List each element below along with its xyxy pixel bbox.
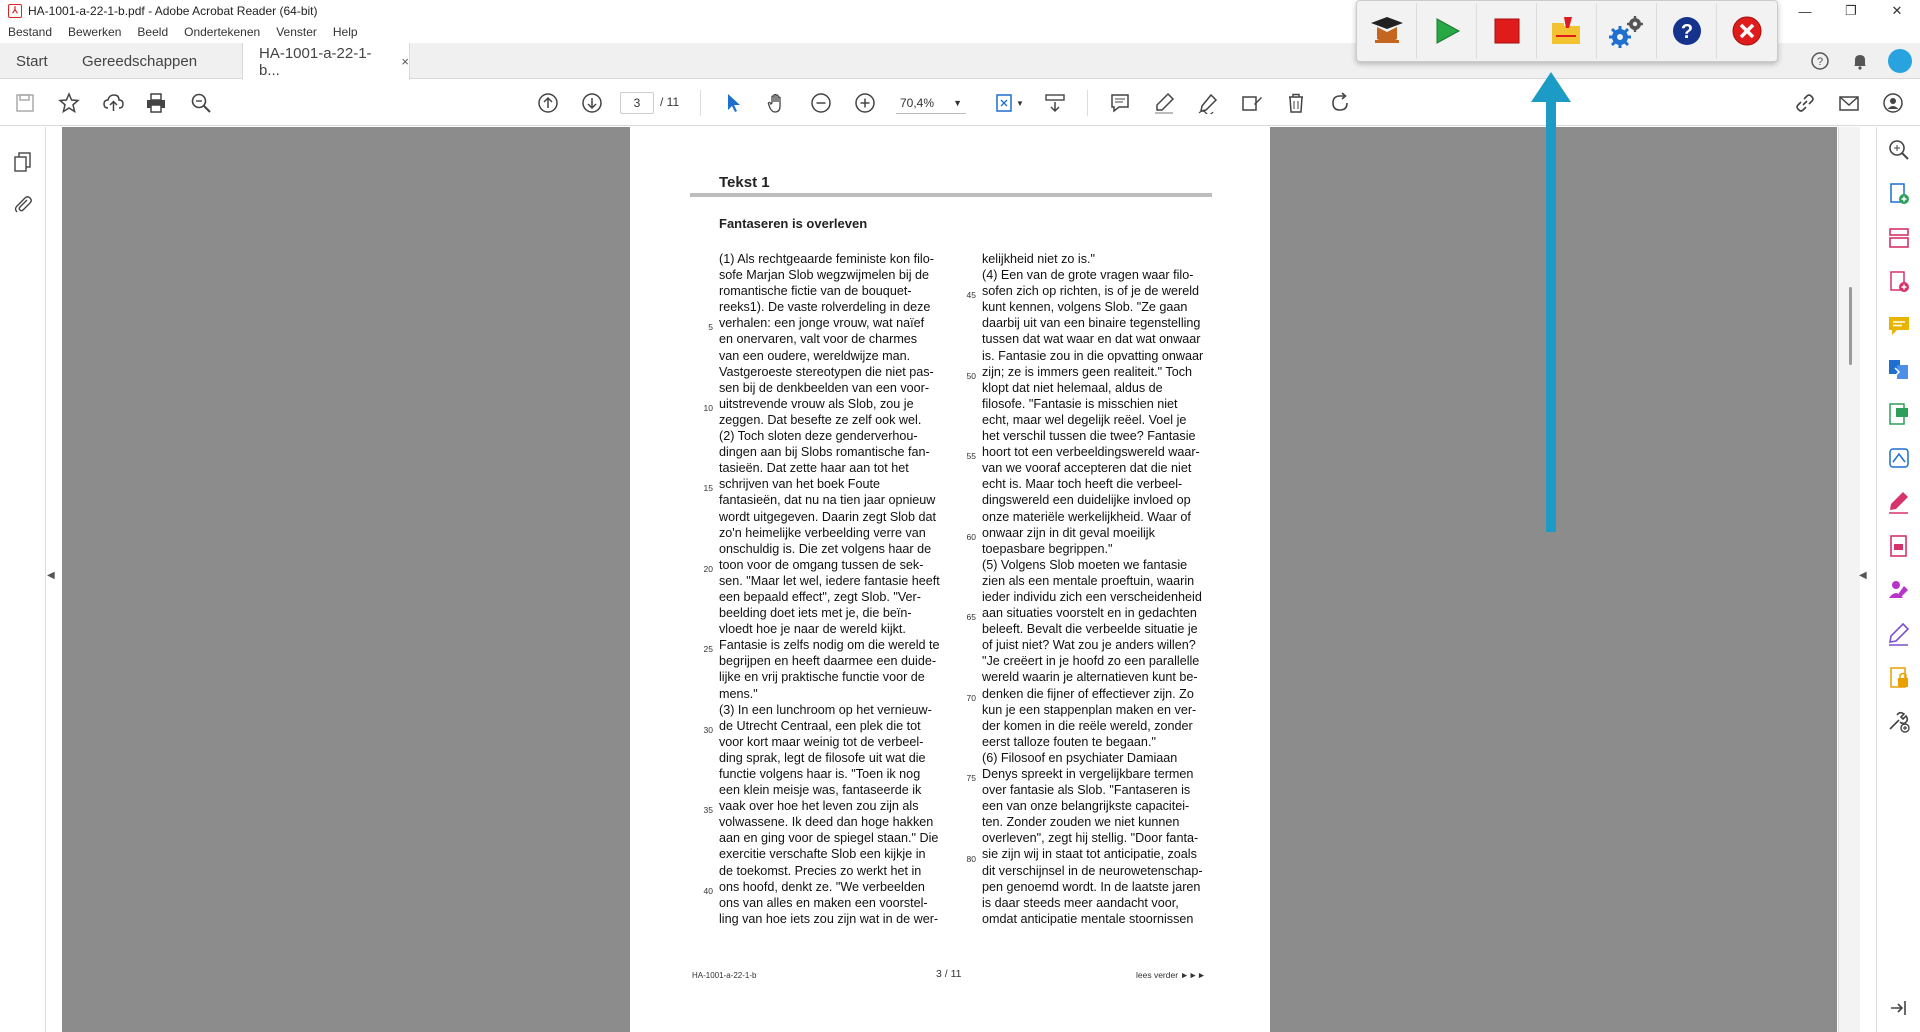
combine-files-icon[interactable]: [1886, 357, 1912, 383]
minimize-button[interactable]: —: [1798, 3, 1812, 19]
svg-text:?: ?: [1816, 56, 1824, 68]
text-line: verhalen: een jonge vrouw, wat naïef: [719, 316, 925, 331]
text-line: sie zijn wij in staat tot anticipatie, zoals: [982, 847, 1197, 862]
stop-icon[interactable]: [1477, 3, 1537, 59]
line-number: 35: [703, 805, 713, 816]
text-line: ten. Zonder zouden we niet kunnen: [982, 815, 1180, 830]
left-panel-collapse-icon[interactable]: ◀: [47, 570, 55, 581]
add-user-icon[interactable]: [1878, 89, 1908, 117]
comment-icon[interactable]: [1105, 89, 1135, 117]
text-line: (3) In een lunchroom op het vernieuw-: [719, 702, 932, 717]
text-line: omdat anticipatie mentale stoornissen: [982, 911, 1194, 926]
help-circle-icon[interactable]: [1800, 51, 1840, 71]
text-line: schrijven van het boek Foute: [719, 477, 881, 492]
request-signature-icon[interactable]: [1886, 577, 1912, 603]
toolbar-divider: [700, 90, 701, 116]
certificates-icon[interactable]: [1886, 621, 1912, 647]
page-thumbnails-icon[interactable]: [10, 149, 36, 175]
text-line: het verschil tussen die twee? Fantasie: [982, 429, 1196, 444]
text-line: toon voor de omgang tussen de sek-: [719, 557, 924, 572]
text-line: aan en ging voor de spiegel staan." Die: [719, 831, 939, 846]
page-total: / 11: [660, 95, 680, 109]
select-cursor-icon[interactable]: [719, 89, 749, 117]
line-number: 30: [703, 724, 713, 735]
text-line: over fantasie als Slob. "Fantaseren is: [982, 783, 1191, 798]
search-zoom-icon[interactable]: [186, 89, 216, 117]
collapse-rail-icon[interactable]: [1886, 995, 1912, 1021]
section-title: Tekst 1: [719, 174, 770, 191]
text-line: beleeft. Bevalt die verbeelde situatie je: [982, 622, 1198, 637]
comment-tool-icon[interactable]: [1886, 313, 1912, 339]
text-line: (4) Een van de grote vragen waar filo-: [982, 268, 1194, 283]
text-line: een klein meisje was, fantaseerde ik: [719, 783, 922, 798]
text-line: ons van alles en maken een voorstel-: [719, 895, 928, 910]
settings-gears-icon[interactable]: [1597, 3, 1657, 59]
text-line: voor kort maar weinig tot de verbeel-: [719, 734, 924, 749]
trash-icon[interactable]: [1281, 89, 1311, 117]
text-line: volwassene. Ik deed dan hoge hakken: [719, 815, 934, 830]
document-tool-icon[interactable]: [1886, 533, 1912, 559]
text-line: is. Fantasie zou in die opvatting onwaar: [982, 348, 1204, 363]
tab-tools[interactable]: [82, 43, 197, 79]
window-title: HA-1001-a-22-1-b.pdf - Adobe Acrobat Reader (64-bit): [28, 4, 318, 18]
reader-icon[interactable]: [1357, 3, 1417, 59]
line-number: 75: [966, 773, 976, 784]
protect-pdf-icon[interactable]: [1886, 665, 1912, 691]
line-number: 70: [966, 692, 976, 703]
chevron-down-icon: ▼: [953, 97, 962, 108]
text-line: Denys spreekt in vergelijkbare termen: [982, 767, 1194, 781]
previous-page-icon[interactable]: [533, 89, 563, 117]
text-line: mens.": [719, 686, 758, 701]
tab-bar-right: [1800, 43, 1920, 79]
toolbar-divider: [1087, 90, 1088, 116]
text-line: "Je creëert in je hoofd zo een parallelle: [982, 654, 1200, 669]
footer-page-number: 3 / 11: [936, 968, 962, 980]
organize-pages-icon[interactable]: [1886, 225, 1912, 251]
menu-ondertekenen[interactable]: Ondertekenen: [184, 25, 261, 39]
text-line: sen. "Maar let wel, iedere fantasie heeft: [719, 573, 940, 588]
text-line: (1) Als rechtgeaarde feministe kon filo-: [719, 252, 934, 266]
text-line: Fantasie is zelfs nodig om die wereld te: [719, 638, 940, 653]
text-line: van we vooraf accepteren dat die niet: [982, 461, 1192, 476]
hand-tool-icon[interactable]: [762, 89, 792, 117]
text-line: een van onze belangrijkste capacitei-: [982, 799, 1190, 814]
text-line: tussen dat wat waar en dat wat onwaar: [982, 332, 1201, 347]
text-line: tasieën. Dat zette haar aan tot het: [719, 461, 909, 476]
text-line: eerst talloze fouten te begaan.": [982, 734, 1156, 749]
reading-assistant-toolbar: [1356, 0, 1778, 62]
text-line: (6) Filosoof en psychiater Damiaan: [982, 750, 1178, 765]
text-line: aan situaties voorstelt en in gedachten: [982, 606, 1197, 621]
zoom-in-icon[interactable]: [850, 89, 880, 117]
text-line: uitstrevende vrouw als Slob, zou je: [719, 396, 914, 411]
text-line: toepasbare begrippen.": [982, 541, 1113, 556]
zoom-out-icon[interactable]: [806, 89, 836, 117]
svg-text:?: ?: [1680, 21, 1693, 43]
article-subtitle: Fantaseren is overleven: [719, 216, 868, 231]
tab-tools-label: Gereedschappen: [82, 52, 198, 70]
text-line: romantische fictie van de bouquet-: [719, 284, 912, 299]
line-number: 15: [703, 483, 713, 494]
left-navigation-rail: [0, 127, 46, 1032]
close-window-button[interactable]: ✕: [1891, 3, 1903, 18]
annotation-arrow-shaft: [1546, 100, 1556, 532]
create-pdf-icon[interactable]: [1886, 181, 1912, 207]
text-line: de toekomst. Precies zo werkt het in: [719, 863, 922, 878]
highlighter-folder-icon[interactable]: [1537, 3, 1597, 59]
text-line: Vastgeroeste stereotypen die niet pas-: [719, 364, 934, 379]
text-line: zeggen. Dat besefte ze zelf ook wel.: [719, 412, 922, 427]
fill-and-sign-icon[interactable]: [1886, 489, 1912, 515]
line-number: 5: [708, 322, 713, 333]
text-line: kunt kennen, volgens Slob. "Ze gaan: [982, 300, 1188, 315]
save-icon[interactable]: [10, 89, 40, 117]
upload-cloud-icon[interactable]: [98, 89, 128, 117]
send-for-review-icon[interactable]: [1886, 445, 1912, 471]
scrollbar-thumb[interactable]: [1849, 287, 1852, 365]
text-line: ieder individu zich een verscheidenheid: [982, 589, 1202, 604]
attachment-icon[interactable]: [10, 191, 36, 217]
play-icon[interactable]: [1417, 3, 1477, 59]
text-line: functie volgens haar is. "Toen ik nog: [719, 767, 921, 781]
text-line: lijke en vrij praktische functie voor de: [719, 670, 925, 685]
annotation-arrow-head: [1531, 72, 1571, 102]
text-line: van een oudere, wereldwijze man.: [719, 348, 911, 363]
line-number: 10: [703, 402, 713, 413]
text-line: sen bij de denkbeelden van een voor-: [719, 380, 930, 395]
window-controls: [1782, 0, 1920, 22]
line-number: 50: [966, 370, 976, 381]
edit-pdf-icon[interactable]: [1886, 401, 1912, 427]
text-line: dingswereld een duidelijke invloed op: [982, 493, 1191, 508]
more-tools-icon[interactable]: [1886, 709, 1912, 735]
text-line: is daar steeds meer aandacht voor,: [982, 895, 1179, 910]
maximize-button[interactable]: ❐: [1845, 3, 1857, 18]
vertical-scrollbar[interactable]: [1838, 127, 1860, 1032]
footer-code: HA-1001-a-22-1-b: [692, 971, 757, 980]
text-line: wordt uitgegeven. Daarin zegt Slob dat: [719, 509, 937, 524]
tab-document[interactable]: [242, 43, 410, 80]
text-line: kun je een stappenplan maken en ver-: [982, 702, 1197, 717]
text-line: sofen zich op richten, is of je de wereld: [982, 284, 1200, 299]
text-line: een bepaald effect", zegt Slob. "Ver-: [719, 589, 921, 604]
tab-start-label: Start: [16, 52, 48, 70]
text-line: ling van hoe iets zou zijn wat in de wer-: [719, 911, 939, 926]
line-number: 55: [966, 451, 976, 462]
text-line: reeks1). De vaste rolverdeling in deze: [719, 300, 931, 315]
text-line: sofe Marjan Slob wegzwijmelen bij de: [719, 268, 929, 283]
text-line: en onervaren, valt voor de charmes: [719, 332, 918, 347]
zoom-select[interactable]: [896, 92, 966, 114]
text-line: of juist niet? Wat zou je anders willen?: [982, 638, 1196, 653]
close-icon[interactable]: [1717, 3, 1777, 59]
line-number: 40: [703, 885, 713, 896]
text-line: (2) Toch sloten deze genderverhou-: [719, 429, 918, 444]
next-page-icon[interactable]: [577, 89, 607, 117]
menu-help[interactable]: Help: [332, 25, 358, 39]
text-line: daarbij uit van een binaire tegenstelling: [982, 316, 1201, 331]
menu-bestand[interactable]: Bestand: [8, 25, 53, 39]
mail-icon[interactable]: [1834, 89, 1864, 117]
fit-page-icon[interactable]: ▼: [990, 89, 1028, 117]
line-number: 45: [966, 290, 976, 301]
line-number: 65: [966, 612, 976, 623]
title-rule: [690, 193, 1212, 197]
text-line: hoort tot een verbeeldingswereld waar-: [982, 445, 1200, 460]
menu-bar: [0, 22, 366, 42]
text-line: onschuldig is. Die zet volgens haar de: [719, 541, 932, 556]
text-line: dingen aan bij Slobs romantische fan-: [719, 445, 930, 460]
menu-beeld[interactable]: Beeld: [137, 25, 169, 39]
scroll-mode-icon[interactable]: [1040, 89, 1070, 117]
text-line: ding sprak, legt de filosofe uit wat die: [719, 750, 926, 765]
tab-close-icon[interactable]: ×: [401, 54, 409, 69]
highlight-pen-icon[interactable]: [1149, 89, 1179, 117]
share-link-icon[interactable]: [1790, 89, 1820, 117]
page-number-input[interactable]: [620, 92, 654, 114]
text-line: (5) Volgens Slob moeten we fantasie: [982, 557, 1188, 572]
tab-document-label: HA-1001-a-22-1-b...: [259, 44, 372, 79]
export-pdf-icon[interactable]: [1886, 269, 1912, 295]
text-line: wereld waarin je alternatieven kunt be-: [982, 670, 1198, 685]
text-line: de Utrecht Centraal, een plek die tot: [719, 718, 921, 733]
text-line: echt is. Maar toch heeft die verbeel-: [982, 477, 1183, 492]
rotate-icon[interactable]: [1325, 89, 1355, 117]
acrobat-app-icon: ⅄: [8, 4, 22, 18]
help-icon[interactable]: [1657, 3, 1717, 59]
text-line: beelding doet iets met je, die beïn-: [719, 606, 912, 621]
sign-pen-icon[interactable]: [1193, 89, 1223, 117]
line-number: 25: [703, 644, 713, 655]
footer-continue: lees verder ►►►: [1136, 970, 1206, 980]
text-line: dit verschijnsel in de neurowetenschap-: [982, 863, 1203, 878]
text-column-right: [966, 251, 1204, 927]
text-line: ons hoofd, denkt ze. "We verbeelden: [719, 879, 925, 894]
text-line: vloedt hoe je naar de wereld kijkt.: [719, 622, 906, 637]
text-column-left: [703, 251, 940, 927]
bell-icon[interactable]: [1840, 51, 1880, 71]
text-line: pen genoemd wordt. In de laatste jaren: [982, 879, 1201, 894]
line-number: 60: [966, 531, 976, 542]
menu-venster[interactable]: Venster: [276, 25, 317, 39]
text-line: kelijkheid niet zo is.": [982, 252, 1095, 266]
line-number: 80: [966, 853, 976, 864]
text-line: fantasieën, dat nu na tien jaar opnieuw: [719, 493, 936, 508]
text-line: zo'n heimelijke verbeelding verre van: [719, 525, 926, 540]
print-icon[interactable]: [141, 89, 171, 117]
text-line: der komen in die reële wereld, zonder: [982, 718, 1193, 733]
text-line: vaak over hoe het leven zou zijn als: [719, 799, 919, 814]
zoom-tool-icon[interactable]: [1886, 137, 1912, 163]
star-icon[interactable]: [54, 89, 84, 117]
right-panel-collapse-icon[interactable]: ◀: [1859, 570, 1867, 581]
text-line: filosofe. "Fantasie is misschien niet: [982, 396, 1178, 411]
menu-bewerken[interactable]: Bewerken: [68, 25, 122, 39]
text-line: overleven", zegt hij stellig. "Door fanta-: [982, 831, 1199, 846]
text-line: klopt dat niet helemaal, aldus de: [982, 380, 1163, 395]
text-line: onze materiële werkelijkheid. Waar of: [982, 509, 1191, 524]
fill-sign-icon[interactable]: [1237, 89, 1267, 117]
tab-start[interactable]: [16, 43, 48, 79]
pdf-page: [630, 127, 1270, 1032]
text-line: echt, maar wel degelijk reëel. Voel je: [982, 412, 1187, 427]
line-number: 20: [703, 563, 713, 574]
text-line: onwaar zijn in dit geval moeilijk: [982, 525, 1155, 540]
text-line: begrijpen en heeft daarmee een duide-: [719, 654, 937, 669]
right-tools-rail: [1876, 127, 1920, 1032]
account-avatar[interactable]: [1880, 49, 1920, 73]
text-line: denken die fijner of effectiever zijn. Zo: [982, 686, 1194, 701]
zoom-value: 70,4%: [900, 95, 935, 110]
text-line: exercitie verschafte Slob een kijkje in: [719, 847, 926, 862]
text-line: zijn; ze is immers geen realiteit." Toch: [982, 364, 1193, 379]
text-line: zien als een mentale proeftuin, waarin: [982, 573, 1195, 588]
